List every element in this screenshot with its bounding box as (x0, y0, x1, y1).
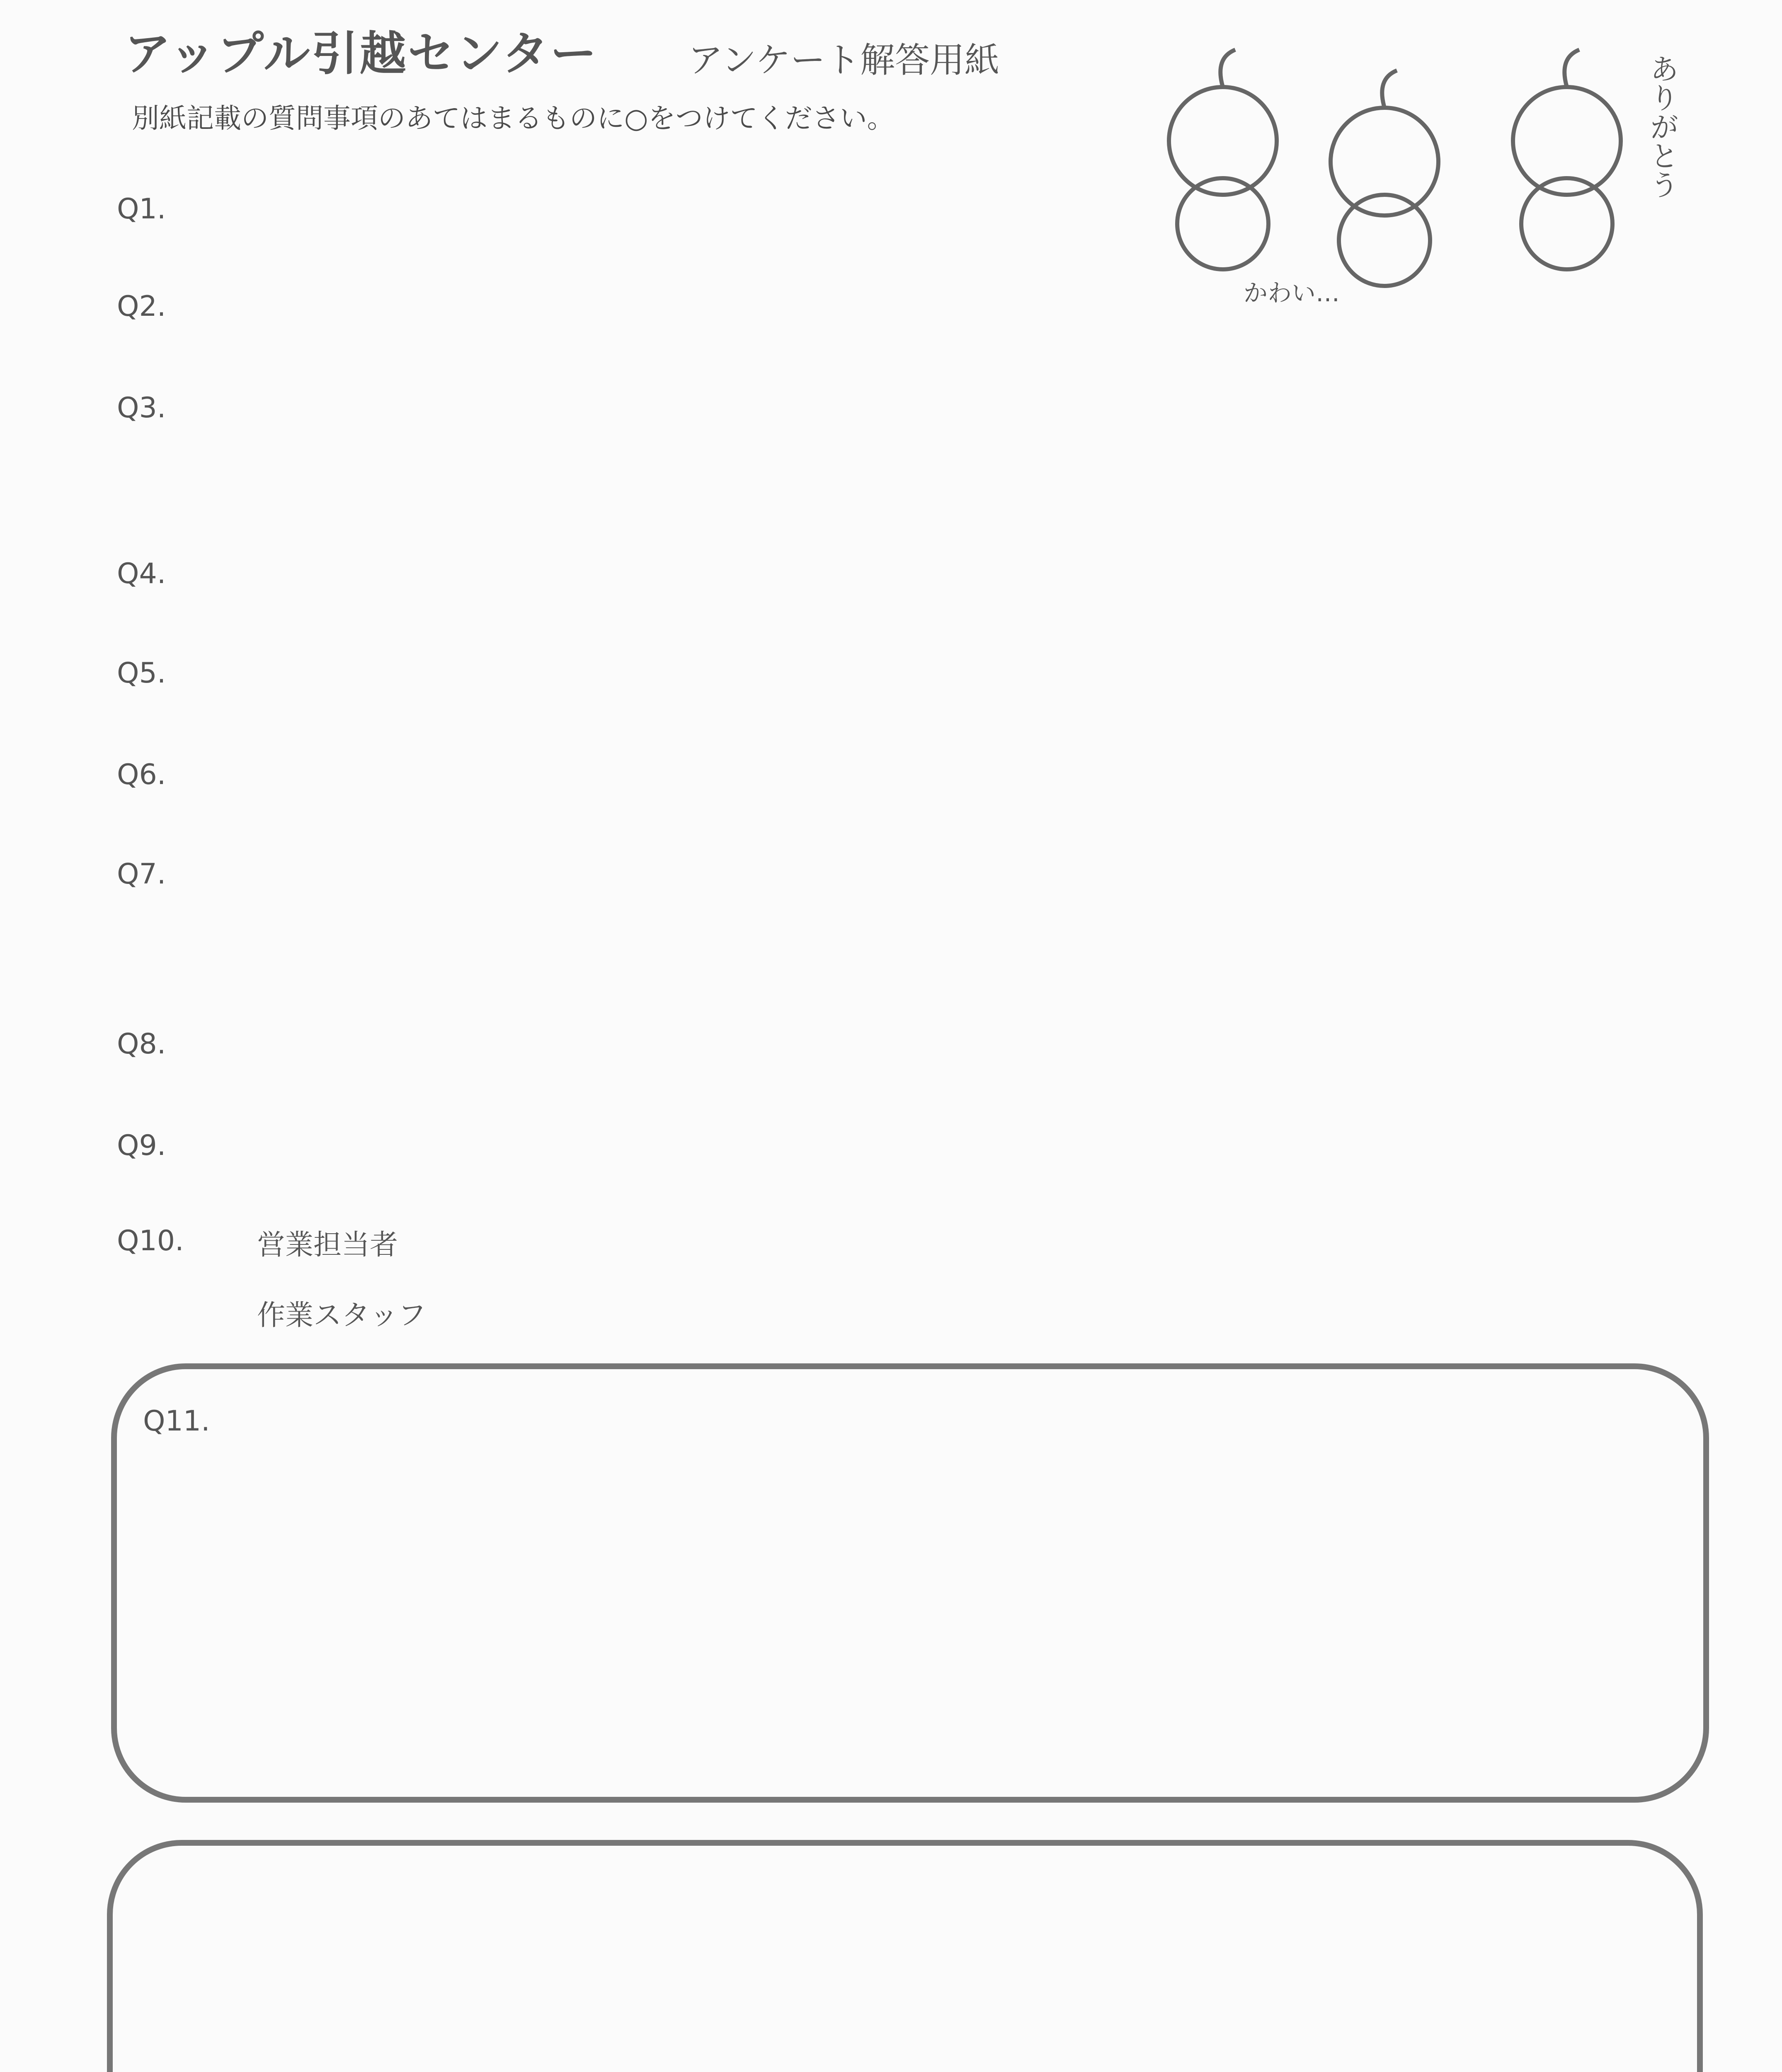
brand-title: アップル引越センター (124, 27, 599, 81)
q7-label: Q7. (117, 858, 166, 891)
q11-label: Q11. (143, 1405, 210, 1438)
comment-box (107, 1840, 1703, 2072)
form-subtitle: アンケート解答用紙 (688, 40, 999, 80)
q6-label: Q6. (117, 758, 166, 791)
q2-label: Q2. (117, 290, 166, 323)
q11-answer-box (111, 1363, 1709, 1803)
mascot-note: かわい… (1244, 279, 1340, 307)
mascot-illustration (1144, 37, 1695, 327)
q1-label: Q1. (117, 193, 166, 225)
q8-label: Q8. (117, 1028, 166, 1060)
q10-sales-label: 営業担当者 (257, 1229, 398, 1261)
q10-staff-label: 作業スタッフ (257, 1299, 427, 1332)
q10-label: Q10. (117, 1225, 184, 1257)
mascot-thanks: ありがとう (1645, 54, 1679, 199)
q4-label: Q4. (117, 557, 166, 590)
q3-label: Q3. (117, 392, 166, 424)
form-instructions: 別紙記載の質問事項のあてはまるものに○をつけてください。 (132, 102, 895, 134)
q9-label: Q9. (117, 1129, 166, 1162)
q5-label: Q5. (117, 657, 166, 690)
